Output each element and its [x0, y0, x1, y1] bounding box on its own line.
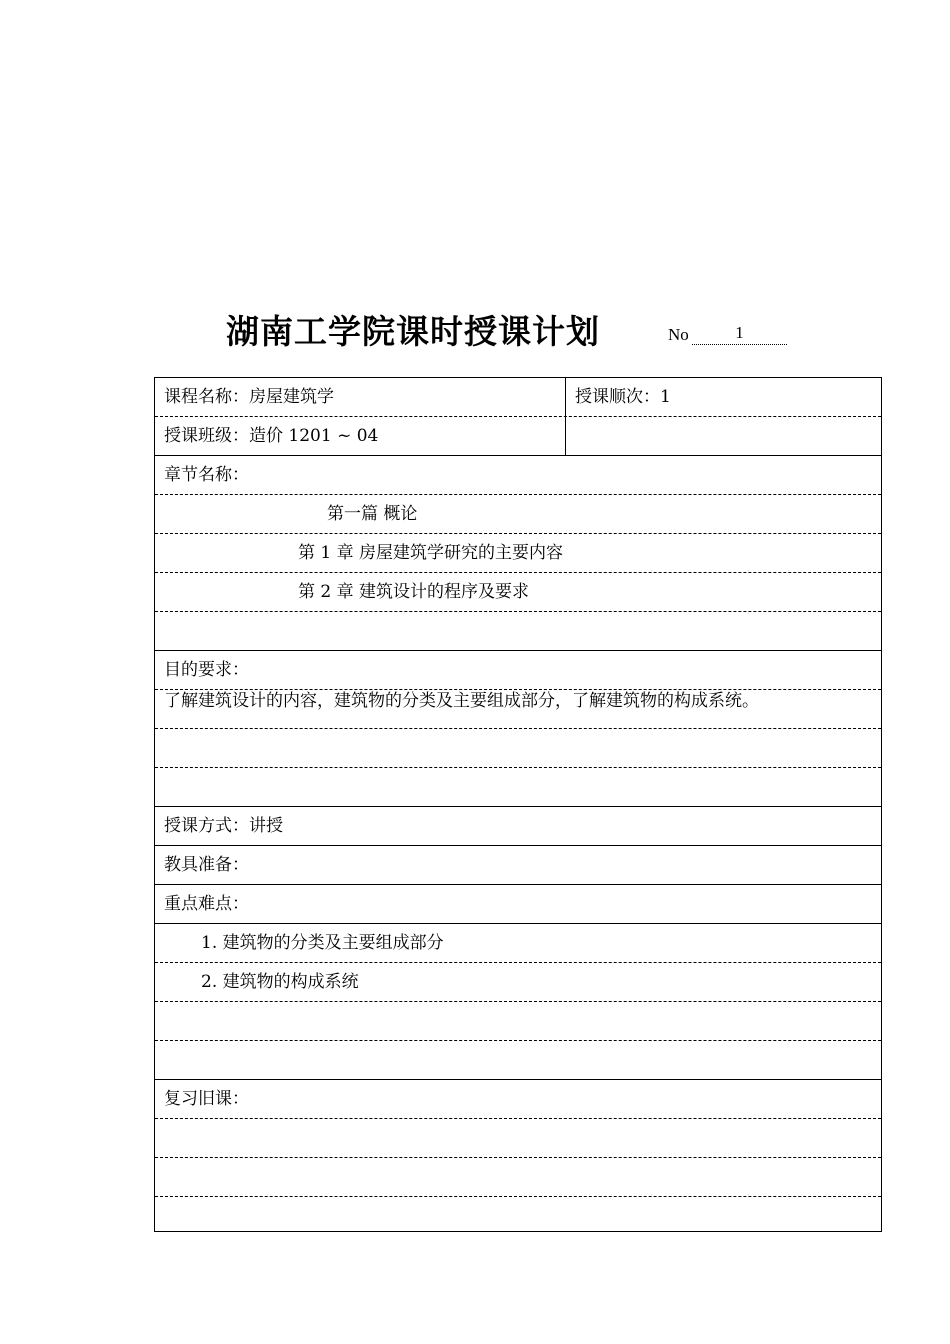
form-row-chapter-1 — [155, 495, 881, 534]
goal-label: 目的要求： — [164, 660, 249, 680]
form-row-keypoint-blank — [155, 1041, 881, 1080]
lesson-order-field: 授课顺次：1 — [575, 387, 671, 407]
form-row-keypoint-2 — [155, 963, 881, 1002]
form-row-chapter-2 — [155, 534, 881, 573]
form-row-goal-blank — [155, 729, 881, 768]
number-label: No — [668, 325, 689, 344]
form-row-goal-blank — [155, 768, 881, 807]
key-point-item: 1. 建筑物的分类及主要组成部分 — [201, 933, 444, 953]
form-row-review-label — [155, 1080, 881, 1119]
lesson-plan-form — [154, 377, 882, 1232]
form-row-review-blank — [155, 1119, 881, 1158]
course-name-field: 课程名称：房屋建筑学 — [164, 387, 334, 407]
page-title: 湖南工学院课时授课计划 — [226, 312, 600, 351]
form-row-course — [155, 378, 881, 417]
goal-text: 了解建筑设计的内容，建筑物的分类及主要组成部分，了解建筑物的构成系统。 — [164, 691, 759, 711]
form-row-method — [155, 807, 881, 846]
form-row-keypoints-label — [155, 885, 881, 924]
form-row-chapter-blank — [155, 612, 881, 651]
form-row-tools — [155, 846, 881, 885]
key-points-label: 重点难点： — [164, 894, 249, 914]
form-row-class — [155, 417, 881, 456]
form-row-chapter-label — [155, 456, 881, 495]
form-row-keypoint-blank — [155, 1002, 881, 1041]
class-field: 授课班级：造价 1201 ~ 04 — [164, 426, 379, 446]
form-row-chapter-3 — [155, 573, 881, 612]
key-point-item: 2. 建筑物的构成系统 — [201, 972, 359, 992]
form-row-keypoint-1 — [155, 924, 881, 963]
number-value: 1 — [692, 322, 787, 345]
chapter-line: 第 1 章 房屋建筑学研究的主要内容 — [298, 543, 564, 563]
method-field: 授课方式：讲授 — [164, 816, 283, 836]
chapter-line: 第一篇 概论 — [327, 504, 418, 524]
chapter-label: 章节名称： — [164, 465, 249, 485]
tools-label: 教具准备： — [164, 855, 249, 875]
form-row-review-blank — [155, 1197, 881, 1231]
chapter-line: 第 2 章 建筑设计的程序及要求 — [298, 582, 530, 602]
review-label: 复习旧课： — [164, 1089, 249, 1109]
form-row-goal-text — [155, 690, 881, 729]
form-row-review-blank — [155, 1158, 881, 1197]
